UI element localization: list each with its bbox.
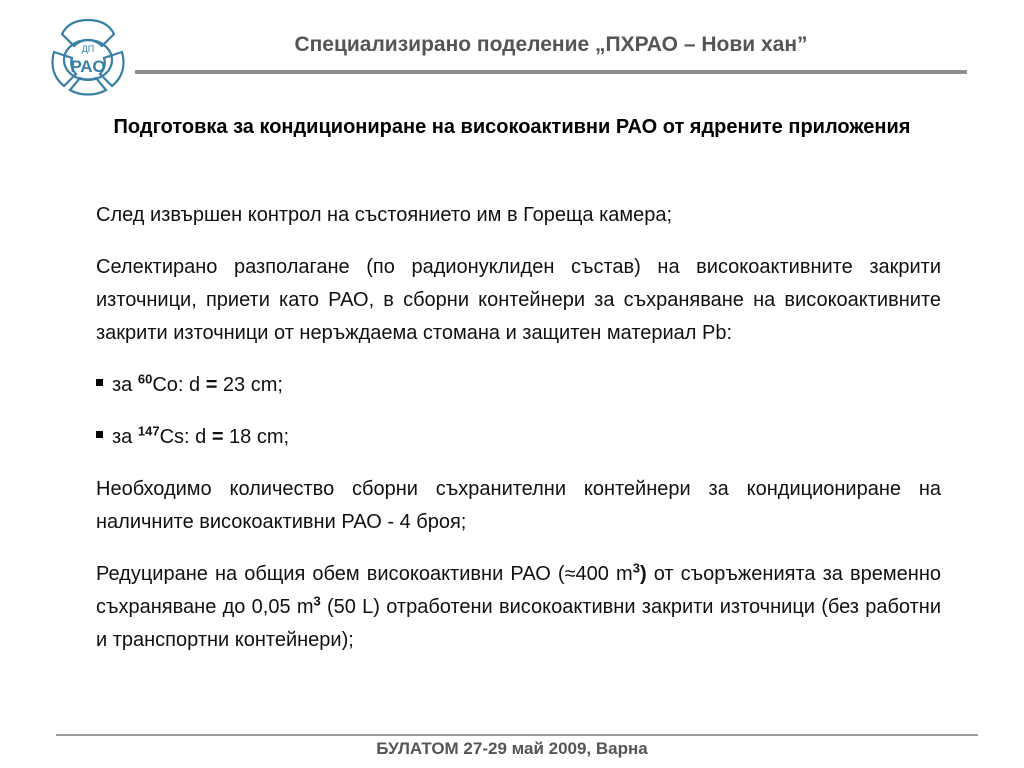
bullet-prefix: за — [112, 374, 138, 396]
square-bullet-icon — [96, 431, 103, 438]
paragraph-hot-cell-control: След извършен контрол на състоянието им в Гореща камера; — [96, 204, 673, 226]
paragraph-selective-placement: Селектирано разполагане (по радионуклиден състав) на високоактивните закрити източници, приети като РАО, в сборни контейнери за съхраняване на високоактивните закрити източници от неръждаема стомана и защитен материал Pb: — [96, 256, 941, 344]
volume-text-part2: от съоръженията за временно съхраняване до 0,05 m — [96, 563, 941, 618]
footer-text: БУЛАТОМ 27-29 май 2009, Варна — [376, 739, 648, 758]
volume-superscript-2: 3 — [313, 593, 321, 609]
volume-text-part3: (50 L) отработени високоактивни закрити източници (без работни и транспортни контейнери); — [96, 596, 941, 651]
volume-superscript-1: 3 — [632, 560, 640, 576]
logo-main-text: РАО — [70, 57, 106, 76]
slide-body — [96, 199, 941, 657]
header-divider — [135, 70, 967, 74]
isotope-element: Cs: d — [159, 426, 212, 448]
square-bullet-icon — [96, 379, 103, 386]
volume-closing-paren: ) — [639, 563, 647, 585]
paragraph-volume-reduction — [96, 558, 941, 657]
paragraph-container-count: Необходимо количество сборни съхранителни контейнери за кондициониране на наличните високоактивни РАО - 4 броя; — [96, 478, 941, 533]
equals-sign: = — [211, 426, 224, 448]
header-title: Специализирано поделение „ПХРАО – Нови хан” — [294, 33, 808, 56]
isotope-mass: 147 — [137, 423, 160, 439]
isotope-mass: 60 — [137, 371, 153, 387]
thickness-value: 18 cm; — [223, 426, 290, 448]
bullet-item-co60 — [96, 369, 941, 402]
slide-title: Подготовка за кондициониране на високоактивни РАО от ядрените приложения — [113, 116, 911, 138]
volume-text-part1: Редуциране на общия обем високоактивни РАО (≈400 m — [96, 563, 633, 585]
bullet-prefix: за — [112, 426, 138, 448]
equals-sign: = — [205, 374, 218, 396]
bullet-item-cs147 — [96, 421, 941, 454]
isotope-element: Co: d — [152, 374, 206, 396]
company-logo — [44, 16, 132, 100]
footer-divider — [56, 734, 978, 736]
logo-top-text: ДП — [81, 44, 95, 54]
thickness-value: 23 cm; — [217, 374, 283, 396]
